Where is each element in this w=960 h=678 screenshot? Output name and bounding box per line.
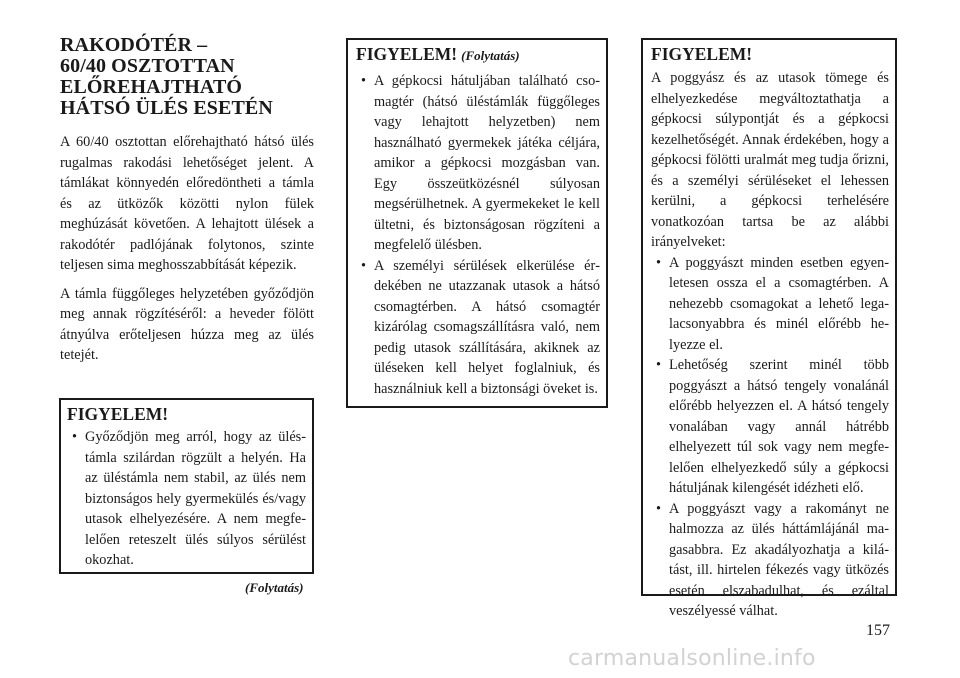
heading-line-3: ELŐREHAJTHATÓ xyxy=(60,76,243,98)
warning-item: • Győződjön meg arról, hogy az üléstámla szilárdan rögzült a helyén. Ha az üléstámla nem stabil, az ülés nem biztonságos hely gyermekülés és/vagy utasok elhelyezésére. A nem megfelelően reteszelt ülés súlyos sérülést okozhat. xyxy=(67,427,306,571)
warning-title: FIGYELEM! xyxy=(67,404,169,424)
warning-title-continued xyxy=(356,44,600,66)
warning-box-3 xyxy=(641,38,897,619)
warning-box-2 xyxy=(346,38,608,408)
heading-line-1: RAKODÓTÉR – xyxy=(60,34,208,56)
warning-item: • A poggyászt minden esetben egyenletesen ossza el a csomagtérben. A nehezebb csomagokat a lehető legalacsonyabbra és minél előrébb helyezze el. xyxy=(651,253,889,356)
heading-line-4: HÁTSÓ ÜLÉS ESETÉN xyxy=(60,97,273,119)
warning-item: • A személyi sérülések elkerülése érdekében ne utazzanak utasok a hátsó csomagtérben. A hátsó csomagtér kizárólag csomagszállításra való, nem pedig utasok szállítására, akiknek az üléseken kell helyet foglalniuk, és használniuk kell a biztonsági öveket is. xyxy=(356,256,600,400)
continued-label: (Folytatás) xyxy=(461,48,520,63)
continued-note: (Folytatás) xyxy=(245,580,304,595)
section-heading xyxy=(60,35,314,119)
intro-paragraph: A 60/40 osztottan előrehajtható hátsó ülés rugalmas rakodási lehetőséget jelent. A támlákat könnyedén előredöntheti a támla és az ütközők közötti nylon fülek meghúzását követően. A lehajtott ülések a rakodótér padlójának folytonos, szinte teljesen sima meghosszabbítását képezik. xyxy=(60,134,314,273)
warning-item: • A poggyászt vagy a rakományt ne halmozza az ülés háttámlájánál magasabbra. Ez akadályozhatja a kilátást, ill. hirtelen fékezés vagy ütközés esetén elszabadulhat, és ezáltal veszélyessé válhat. xyxy=(651,499,889,622)
warning-item: • Lehetőség szerint minél több poggyászt a hátsó tengely vonalánál előrébb helyezzen el. A hátsó tengely vonalában vagy annál hátrébb elhelyezett túl sok vagy nem megfelelően elhelyezkedő súly a gépkocsi hátuljának kilengését idézheti elő. xyxy=(651,355,889,499)
warning-intro: A poggyász és az utasok tömege és elhelyezkedése megváltoztathatja a gépkocsi súlypontját és a gépkocsi kezelhetőségét. Annak érdekében, hogy a gépkocsi fölötti uralmát meg tudja őrizni, és a személyi sérüléseket el lehessen kerülni, a gépkocsi terhelésére vonatkozóan tartsa be az alábbi irányelveket: xyxy=(651,70,889,250)
left-column xyxy=(60,0,314,568)
warning-list xyxy=(356,71,600,399)
watermark: carmanualsonline.info xyxy=(568,646,816,671)
warning-title: FIGYELEM! xyxy=(651,44,753,64)
warning-list xyxy=(67,427,306,571)
page-number: 157 xyxy=(866,622,890,639)
warning-list xyxy=(651,253,889,622)
lock-paragraph: A támla függőleges helyzetében győződjön meg annak rögzítéséről: a heveder fölött átnyúlva erőteljesen húzza meg az ülés tetejét. xyxy=(60,285,314,363)
warning-title: FIGYELEM! xyxy=(356,44,458,64)
heading-line-2: 60/40 OSZTOTTAN xyxy=(60,55,235,77)
warning-item: • A gépkocsi hátuljában található csomagtér (hátsó üléstámlák függőleges vagy lehajtott helyzetben) nem használható gyermekek játéka céljára, amikor a gépkocsi mozgásban van. Egy összeütközésnél súlyosan megsérülhetnek. A gyermekeket le kell ültetni, és biztonságosan rögzíteni a megfelelő ülésben. xyxy=(356,71,600,256)
warning-box-1 xyxy=(59,398,314,574)
